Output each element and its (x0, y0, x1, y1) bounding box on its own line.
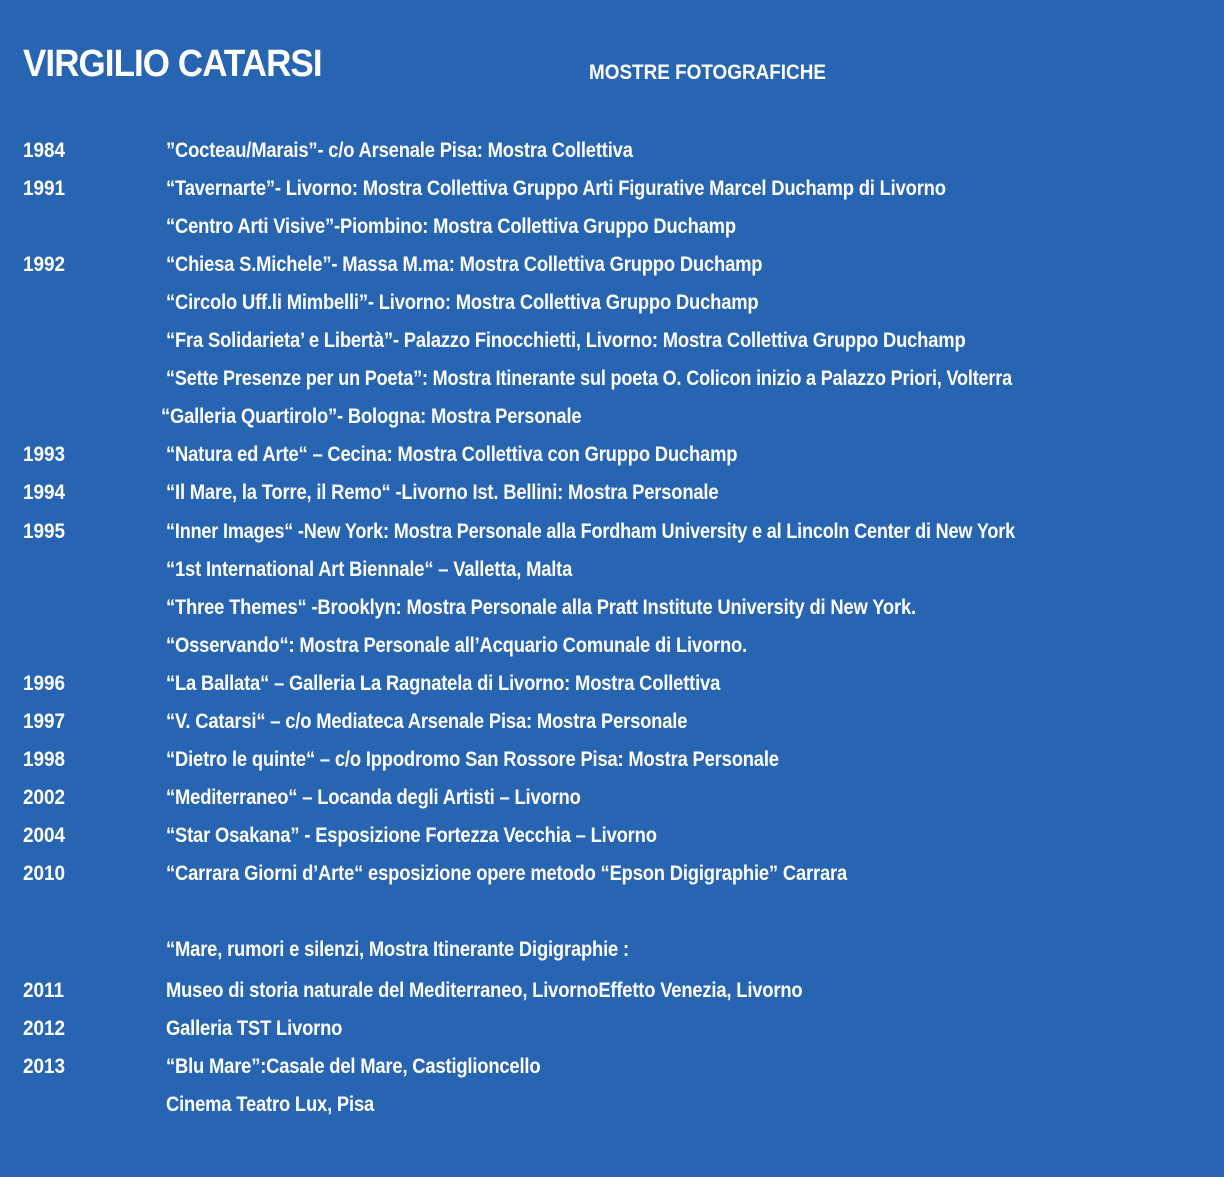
exhibition-row (0, 367, 1224, 397)
exhibition-row (0, 786, 1224, 816)
exhibition-text: “Il Mare, la Torre, il Remo“ -Livorno Ist. Bellini: Mostra Personale (166, 481, 719, 504)
exhibition-row (0, 748, 1224, 778)
exhibition-row (0, 215, 1224, 245)
exhibition-year: 1995 (23, 520, 66, 543)
exhibition-text: “Tavernarte”- Livorno: Mostra Collettiva Gruppo Arti Figurative Marcel Duchamp di Livorno (166, 177, 946, 200)
exhibition-row (0, 520, 1224, 550)
exhibition-row (0, 824, 1224, 854)
exhibition-row (0, 481, 1224, 511)
page-subtitle: MOSTRE FOTOGRAFICHE (589, 61, 826, 84)
exhibition-year: 1996 (23, 672, 66, 695)
exhibition-text: “Three Themes“ -Brooklyn: Mostra Personale alla Pratt Institute University di New York. (166, 596, 916, 619)
exhibition-row (0, 672, 1224, 702)
exhibition-text: “Carrara Giorni d’Arte“ esposizione opere metodo “Epson Digigraphie” Carrara (166, 862, 848, 885)
exhibition-year: 1994 (23, 481, 66, 504)
exhibition-year: 2004 (23, 824, 66, 847)
exhibition-year: 1991 (23, 177, 66, 200)
exhibition-text: “La Ballata“ – Galleria La Ragnatela di Livorno: Mostra Collettiva (166, 672, 721, 695)
exhibition-text: “Chiesa S.Michele”- Massa M.ma: Mostra Collettiva Gruppo Duchamp (166, 253, 763, 276)
page-title: VIRGILIO CATARSI (23, 43, 322, 85)
exhibition-year: 1993 (23, 443, 66, 466)
exhibition-row (0, 177, 1224, 207)
exhibition-text: “Inner Images“ -New York: Mostra Personale alla Fordham University e al Lincoln Center di New York (166, 520, 1015, 543)
exhibition-row (0, 558, 1224, 588)
exhibition-text: “Galleria Quartirolo”- Bologna: Mostra Personale (161, 405, 582, 428)
exhibition-row (0, 938, 1224, 968)
exhibition-year: 2011 (23, 979, 65, 1002)
exhibition-text: Cinema Teatro Lux, Pisa (166, 1093, 375, 1116)
exhibition-text: “Mare, rumori e silenzi, Mostra Itinerante Digigraphie : (166, 938, 629, 961)
exhibition-row (0, 979, 1224, 1009)
exhibition-year: 1992 (23, 253, 66, 276)
exhibition-row (0, 596, 1224, 626)
exhibition-text: “1st International Art Biennale“ – Valletta, Malta (166, 558, 573, 581)
exhibition-text: ”Cocteau/Marais”- c/o Arsenale Pisa: Mostra Collettiva (166, 139, 633, 162)
exhibition-text: “Blu Mare”:Casale del Mare, Castiglioncello (166, 1055, 541, 1078)
exhibition-text: “Fra Solidarieta’ e Libertà”- Palazzo Finocchietti, Livorno: Mostra Collettiva Gruppo Duchamp (166, 329, 966, 352)
exhibition-text: “Star Osakana” - Esposizione Fortezza Vecchia – Livorno (166, 824, 657, 847)
exhibition-row (0, 443, 1224, 473)
exhibition-text: “Natura ed Arte“ – Cecina: Mostra Collettiva con Gruppo Duchamp (166, 443, 738, 466)
exhibition-row (0, 329, 1224, 359)
exhibition-text: Galleria TST Livorno (166, 1017, 343, 1040)
exhibition-year: 2002 (23, 786, 66, 809)
exhibition-row (0, 253, 1224, 283)
exhibition-row (0, 291, 1224, 321)
exhibition-row (0, 405, 1224, 435)
exhibition-row (0, 710, 1224, 740)
exhibition-row (0, 1017, 1224, 1047)
exhibition-text: “Centro Arti Visive”-Piombino: Mostra Collettiva Gruppo Duchamp (166, 215, 736, 238)
exhibition-row (0, 862, 1224, 892)
exhibition-row (0, 634, 1224, 664)
exhibition-year: 1998 (23, 748, 66, 771)
exhibition-row (0, 139, 1224, 169)
exhibition-year: 2010 (23, 862, 66, 885)
exhibition-year: 2012 (23, 1017, 66, 1040)
exhibition-text: “Mediterraneo“ – Locanda degli Artisti – Livorno (166, 786, 581, 809)
exhibition-text: “Osservando“: Mostra Personale all’Acquario Comunale di Livorno. (166, 634, 748, 657)
exhibition-text: “Dietro le quinte“ – c/o Ippodromo San Rossore Pisa: Mostra Personale (166, 748, 779, 771)
exhibition-row (0, 1055, 1224, 1085)
exhibition-text: “Circolo Uff.li Mimbelli”- Livorno: Mostra Collettiva Gruppo Duchamp (166, 291, 759, 314)
exhibition-year: 2013 (23, 1055, 66, 1078)
exhibition-year: 1997 (23, 710, 66, 733)
exhibition-text: Museo di storia naturale del Mediterraneo, LivornoEffetto Venezia, Livorno (166, 979, 803, 1002)
exhibition-text: “V. Catarsi“ – c/o Mediateca Arsenale Pisa: Mostra Personale (166, 710, 688, 733)
exhibition-row (0, 1093, 1224, 1123)
exhibition-text: “Sette Presenze per un Poeta”: Mostra Itinerante sul poeta O. Colicon inizio a Palazzo Priori, Volterra (166, 367, 1013, 390)
exhibition-year: 1984 (23, 139, 66, 162)
